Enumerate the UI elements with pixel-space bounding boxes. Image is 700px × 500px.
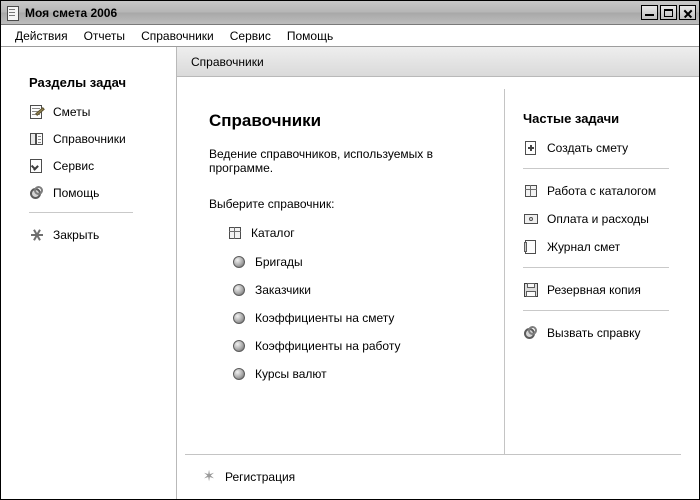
close-button[interactable]	[679, 5, 696, 20]
main-pane	[185, 89, 505, 454]
registration-link[interactable]	[185, 454, 681, 499]
menu-bar	[1, 25, 699, 47]
window-body	[1, 47, 699, 499]
tasks-divider	[523, 168, 669, 169]
journal-icon	[523, 239, 539, 255]
task-label: Журнал смет	[547, 240, 621, 254]
content-area	[177, 47, 699, 499]
new-document-icon	[523, 140, 539, 156]
breadcrumb-label: Справочники	[191, 54, 264, 69]
page-title: Справочники	[209, 111, 322, 130]
sidebar-item-label: Справочники	[53, 132, 126, 146]
catalog-label: Каталог	[251, 226, 295, 240]
list-item[interactable]	[233, 255, 486, 269]
sidebar	[1, 47, 177, 499]
check-icon	[29, 158, 45, 174]
task-label: Создать смету	[547, 141, 629, 155]
close-snowflake-icon	[29, 227, 45, 243]
list-item-label: Бригады	[255, 255, 303, 269]
list-item[interactable]	[233, 339, 486, 353]
menu-catalogs[interactable]: Справочники	[141, 28, 214, 43]
task-create-estimate[interactable]	[523, 140, 681, 156]
page-description: Ведение справочников, используемых в программе.	[209, 147, 433, 175]
list-item[interactable]	[233, 311, 486, 325]
bullet-icon	[233, 284, 245, 296]
frequent-tasks-pane	[505, 89, 681, 454]
sidebar-divider	[29, 212, 133, 213]
task-catalog-work[interactable]	[523, 183, 681, 199]
tasks-divider	[523, 267, 669, 268]
registration-label: Регистрация	[225, 470, 296, 484]
list-item-label: Курсы валют	[255, 367, 327, 381]
sidebar-item-help[interactable]	[29, 185, 176, 201]
sidebar-item-estimates[interactable]	[29, 104, 176, 120]
sidebar-item-close[interactable]	[29, 227, 176, 243]
menu-actions[interactable]: Действия	[15, 28, 68, 43]
book-icon	[29, 131, 45, 147]
bullet-icon	[233, 368, 245, 380]
help-ring-icon	[29, 185, 45, 201]
task-backup[interactable]	[523, 282, 681, 298]
task-label: Вызвать справку	[547, 326, 641, 340]
window-buttons	[641, 5, 696, 20]
breadcrumb	[177, 47, 699, 77]
list-item-label: Заказчики	[255, 283, 311, 297]
list-item-label: Коэффициенты на работу	[255, 339, 401, 353]
star-icon: ✶	[202, 468, 216, 485]
list-item[interactable]	[233, 367, 486, 381]
maximize-button[interactable]	[660, 5, 677, 20]
application-icon	[6, 6, 20, 20]
catalog-link[interactable]	[227, 225, 486, 241]
task-open-help[interactable]	[523, 325, 681, 341]
catalog-grid-icon	[523, 183, 539, 199]
sidebar-item-label: Сметы	[53, 105, 91, 119]
task-label: Работа с каталогом	[547, 184, 657, 198]
menu-help[interactable]: Помощь	[286, 28, 334, 43]
money-icon	[523, 211, 539, 227]
menu-service[interactable]: Сервис	[229, 28, 271, 43]
title-bar	[1, 1, 699, 25]
tasks-divider	[523, 310, 669, 311]
task-label: Резервная копия	[547, 283, 641, 297]
floppy-save-icon	[523, 282, 539, 298]
task-label: Оплата и расходы	[547, 212, 649, 226]
task-estimates-journal[interactable]	[523, 239, 681, 255]
selection-prompt: Выберите справочник:	[209, 197, 335, 211]
bullet-icon	[233, 256, 245, 268]
sidebar-title: Разделы задач	[29, 75, 127, 90]
sidebar-item-label: Закрыть	[53, 228, 100, 242]
window-title: Моя смета 2006	[25, 5, 118, 20]
list-item[interactable]	[233, 283, 486, 297]
frequent-tasks-title: Частые задачи	[523, 111, 620, 126]
task-payments-expenses[interactable]	[523, 211, 681, 227]
menu-reports[interactable]: Отчеты	[83, 28, 126, 43]
sidebar-item-label: Сервис	[53, 159, 95, 173]
sidebar-item-catalogs[interactable]	[29, 131, 176, 147]
minimize-button[interactable]	[641, 5, 658, 20]
catalog-grid-icon	[227, 225, 243, 241]
list-item-label: Коэффициенты на смету	[255, 311, 395, 325]
content-panes	[177, 77, 699, 454]
help-ring-icon	[523, 325, 539, 341]
sidebar-item-label: Помощь	[53, 186, 100, 200]
sidebar-item-service[interactable]	[29, 158, 176, 174]
estimate-icon	[29, 104, 45, 120]
bullet-icon	[233, 340, 245, 352]
bullet-icon	[233, 312, 245, 324]
